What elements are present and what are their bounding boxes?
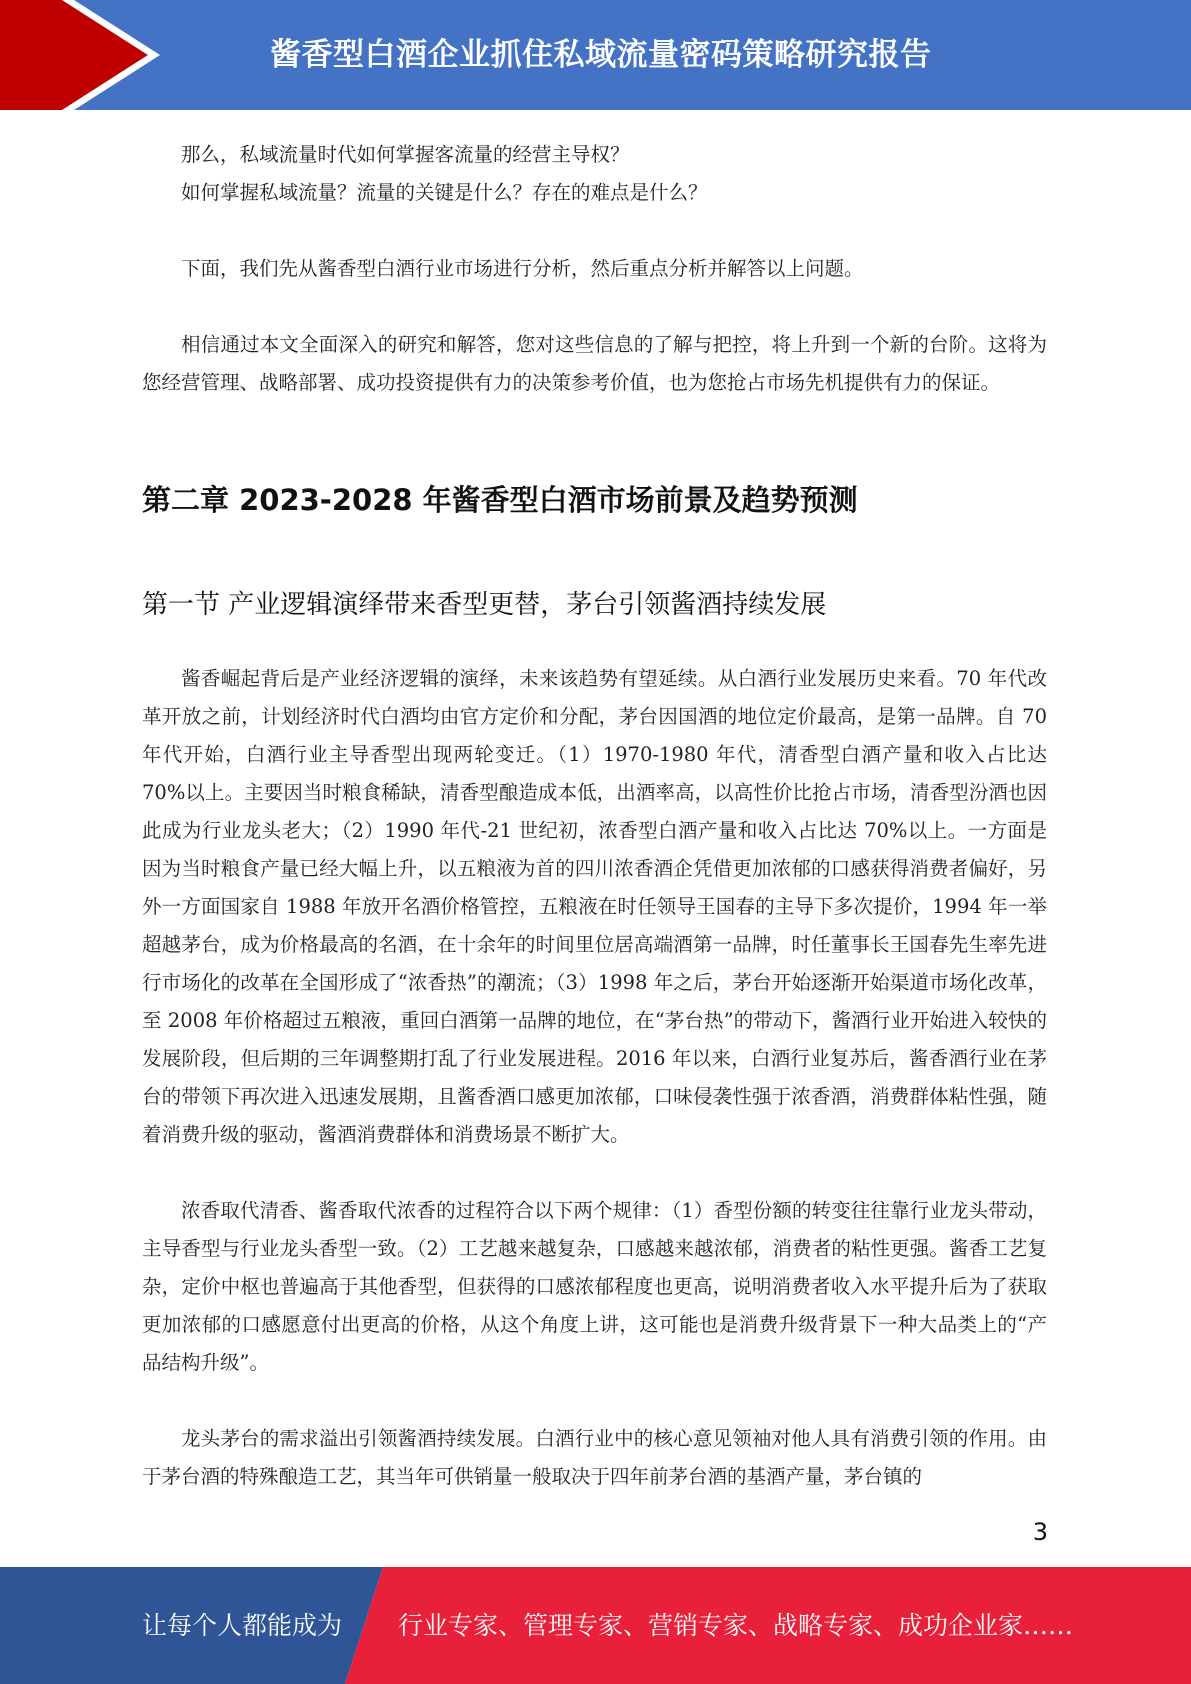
intro-line-1: 那么，私域流量时代如何掌握客流量的经营主导权？ [181,143,630,166]
report-title: 酱香型白酒企业抓住私域流量密码策略研究报告 [270,37,932,73]
page-footer [0,1567,1191,1684]
body-paragraph-2: 浓香取代清香、酱香取代浓香的过程符合以下两个规律：（1）香型份额的转变往往靠行业龙头带动，主导香型与行业龙头香型一致。（2）工艺越来越复杂，口感越来越浓郁，消费者的粘性更强。酱香工艺复杂，定价中枢也普遍高于其他香型，但获得的口感浓郁程度也更高，说明消费者收入水平提升后为了获取更加浓郁的口感愿意付出更高的价格，从这个角度上讲，这可能也是消费升级背景下一种大品类上的“产品结构升级”。 [142,1199,1047,1374]
chapter-title: 第二章 2023-2028 年酱香型白酒市场前景及趋势预测 [142,483,858,517]
page-number: 3 [1032,1518,1048,1546]
intro-paragraph-4: 相信通过本文全面深入的研究和解答，您对这些信息的了解与把控，将上升到一个新的台阶。这将为您经营管理、战略部署、成功投资提供有力的决策参考价值，也为您抢占市场先机提供有力的保证。 [142,333,1047,394]
footer-slogan-left: 让每个人都能成为 [142,1611,343,1640]
section-title: 第一节 产业逻辑演绎带来香型更替，茅台引领酱酒持续发展 [142,590,827,620]
body-paragraph-1: 酱香崛起背后是产业经济逻辑的演绎，未来该趋势有望延续。从白酒行业发展历史来看。70 年代改革开放之前，计划经济时代白酒均由官方定价和分配，茅台因国酒的地位定价最高，是第一品牌。自 70 年代开始，白酒行业主导香型出现两轮变迁。（1）1970-1980 年代，清香型白酒产量和收入占比达 70%以上。主要因当时粮食稀缺，清香型酿造成本低，出酒率高，以高性价比抢占市场，清香型汾酒也因此成为行业龙头老大；（2）1990 年代-21 世纪初，浓香型白酒产量和收入占比达 70%以上。一方面是因为当时粮食产量已经大幅上升，以五粮液为首的四川浓香酒企凭借更加浓郁的口感获得消费者偏好，另外一方面国家自 1988 年放开名酒价格管控，五粮液在时任领导王国春的主导下多次提价，1994 年一举超越茅台，成为价格最高的名酒，在十余年的时间里位居高端酒第一品牌，时任董事长王国春先生率先进行市场化的改革在全国形成了“浓香热”的潮流；（3）1998 年之后，茅台开始逐渐开始渠道市场化改革，至 2008 年价格超过五粮液，重回白酒第一品牌的地位，在“茅台热”的带动下，酱酒行业开始进入较快的发展阶段，但后期的三年调整期打乱了行业发展进程。2016 年以来，白酒行业复苏后，酱香酒行业在茅台的带领下再次进入迅速发展期，且酱香酒口感更加浓郁，口味侵袭性强于浓香酒，消费群体粘性强，随着消费升级的驱动，酱酒消费群体和消费场景不断扩大。 [142,667,1047,1146]
intro-line-3: 下面，我们先从酱香型白酒行业市场进行分析，然后重点分析并解答以上问题。 [181,257,864,280]
footer-slogan-right: 行业专家、管理专家、营销专家、战略专家、成功企业家…… [398,1611,1074,1640]
body-paragraph-3: 龙头茅台的需求溢出引领酱酒持续发展。白酒行业中的核心意见领袖对他人具有消费引领的作用。由于茅台酒的特殊酿造工艺，其当年可供销量一般取决于四年前茅台酒的基酒产量，茅台镇的 [142,1427,1047,1488]
intro-section [142,136,1047,402]
body-section [142,660,1047,1496]
page-header [0,0,1191,110]
intro-line-2: 如何掌握私域流量？流量的关键是什么？存在的难点是什么？ [181,181,708,204]
header-red-arrow [0,0,148,110]
